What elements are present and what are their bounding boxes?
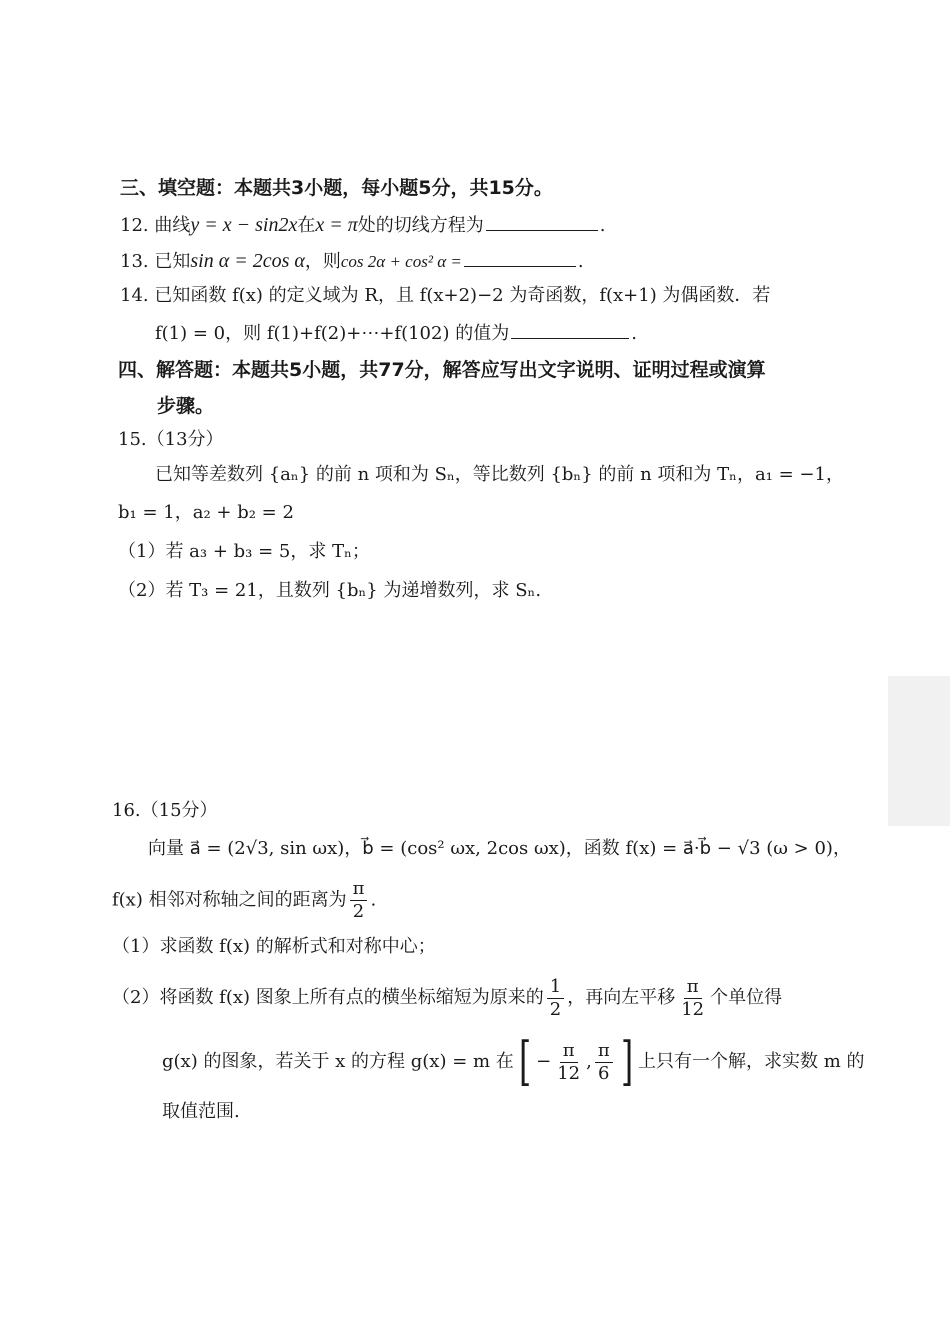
q16-part2-pre: （2）将函数 f(x) 图象上所有点的横坐标缩短为原来的 [112,987,544,1008]
question-13 [120,248,584,275]
q15-part1: （1）若 a₃ + b₃ = 5，求 Tₙ； [118,541,370,562]
fraction-pi-over-12-left [554,1040,583,1085]
q16-title: 16.（15分） [112,800,218,821]
q15-line1: 已知等差数列 {aₙ} 的前 n 项和为 Sₙ，等比数列 {bₙ} 的前 n 项和为 Tₙ，a₁ = −1， [155,464,844,485]
q13-expr: cos 2α + cos² α = [340,252,462,271]
question-12 [120,212,605,239]
q16-part2-l2-pre: g(x) 的图象，若关于 x 的方程 g(x) = m 在 [162,1051,514,1072]
frac-den: 12 [681,998,705,1020]
q13-text2: ，则 [304,251,341,272]
section-4-heading-line1: 四、解答题：本题共5小题，共77分，解答应写出文字说明、证明过程或演算 [118,359,766,381]
q15-title: 15.（13分） [118,429,224,450]
frac-num: π [560,1040,578,1063]
fraction-pi-over-12 [678,976,707,1021]
q12-end: . [599,215,606,236]
section-3-heading: 三、填空题：本题共3小题，每小题5分，共15分。 [120,177,553,199]
interval-left-sign: − [536,1051,552,1072]
frac-num: π [684,976,702,999]
q12-at: x = π [315,214,358,236]
frac-num: π [595,1040,613,1063]
q16-part1: （1）求函数 f(x) 的解析式和对称中心； [112,936,436,957]
q12-text3: 处的切线方程为 [357,215,484,236]
left-bracket: [ [518,1032,532,1092]
q12-number: 12. [120,215,149,236]
q14-line1: 已知函数 f(x) 的定义域为 R，且 f(x+2)−2 为奇函数，f(x+1) 为偶函数．若 [154,285,771,306]
q12-text2: 在 [297,215,316,236]
q16-line2 [112,878,376,923]
frac-num: 1 [547,976,564,999]
q16-line2-text: f(x) 相邻对称轴之间的距离为 [112,889,347,911]
q16-part2-line1 [112,975,782,1021]
fraction-pi-over-2 [350,878,368,923]
q16-part2-post: 个单位得 [710,987,783,1008]
scan-shadow [888,676,950,826]
frac-den: 6 [598,1062,610,1084]
q16-part2-line2 [162,1034,864,1090]
frac-num: π [350,878,368,901]
q13-answer-blank[interactable] [464,248,576,267]
question-14-line1 [120,283,770,309]
section-4-heading-line2: 步骤。 [157,395,215,417]
q14-end: . [631,323,637,344]
question-14-line2 [155,320,637,347]
q15-part2: （2）若 T₃ = 21，且数列 {bₙ} 为递增数列，求 Sₙ. [118,580,542,601]
fraction-one-half [547,976,564,1021]
interval-comma: , [586,1051,592,1072]
q16-part2-line3: 取值范围. [162,1101,240,1122]
frac-den: 12 [557,1062,581,1084]
frac-den: 2 [352,901,365,922]
q12-expr: y = x − sin2x [190,214,298,236]
q13-number: 13. [120,251,149,272]
q12-text1: 曲线 [154,215,191,236]
q14-number: 14. [120,285,149,306]
q12-answer-blank[interactable] [486,212,598,231]
q14-line2: f(1) = 0，则 f(1)+f(2)+⋯+f(102) 的值为 [155,323,510,344]
q16-line1: 向量 a⃗ = (2√3, sin ωx)，b⃗ = (cos² ωx, 2cos ωx)，函数 f(x) = a⃗·b⃗ − √3 (ω > 0)， [148,838,851,859]
right-bracket: ] [620,1032,633,1092]
q13-text1: 已知 [154,251,191,272]
fraction-pi-over-6 [595,1040,613,1085]
q13-cond: sin α = 2cos α [190,250,305,272]
q16-line2-end: . [370,889,377,911]
q13-end: . [577,251,584,272]
q16-part2-l2-post: 上只有一个解，求实数 m 的 [637,1051,865,1072]
q15-line2: b₁ = 1，a₂ + b₂ = 2 [118,502,294,523]
q14-answer-blank[interactable] [511,320,629,339]
q16-part2-mid: ，再向左平移 [567,987,676,1008]
frac-den: 2 [549,998,562,1020]
